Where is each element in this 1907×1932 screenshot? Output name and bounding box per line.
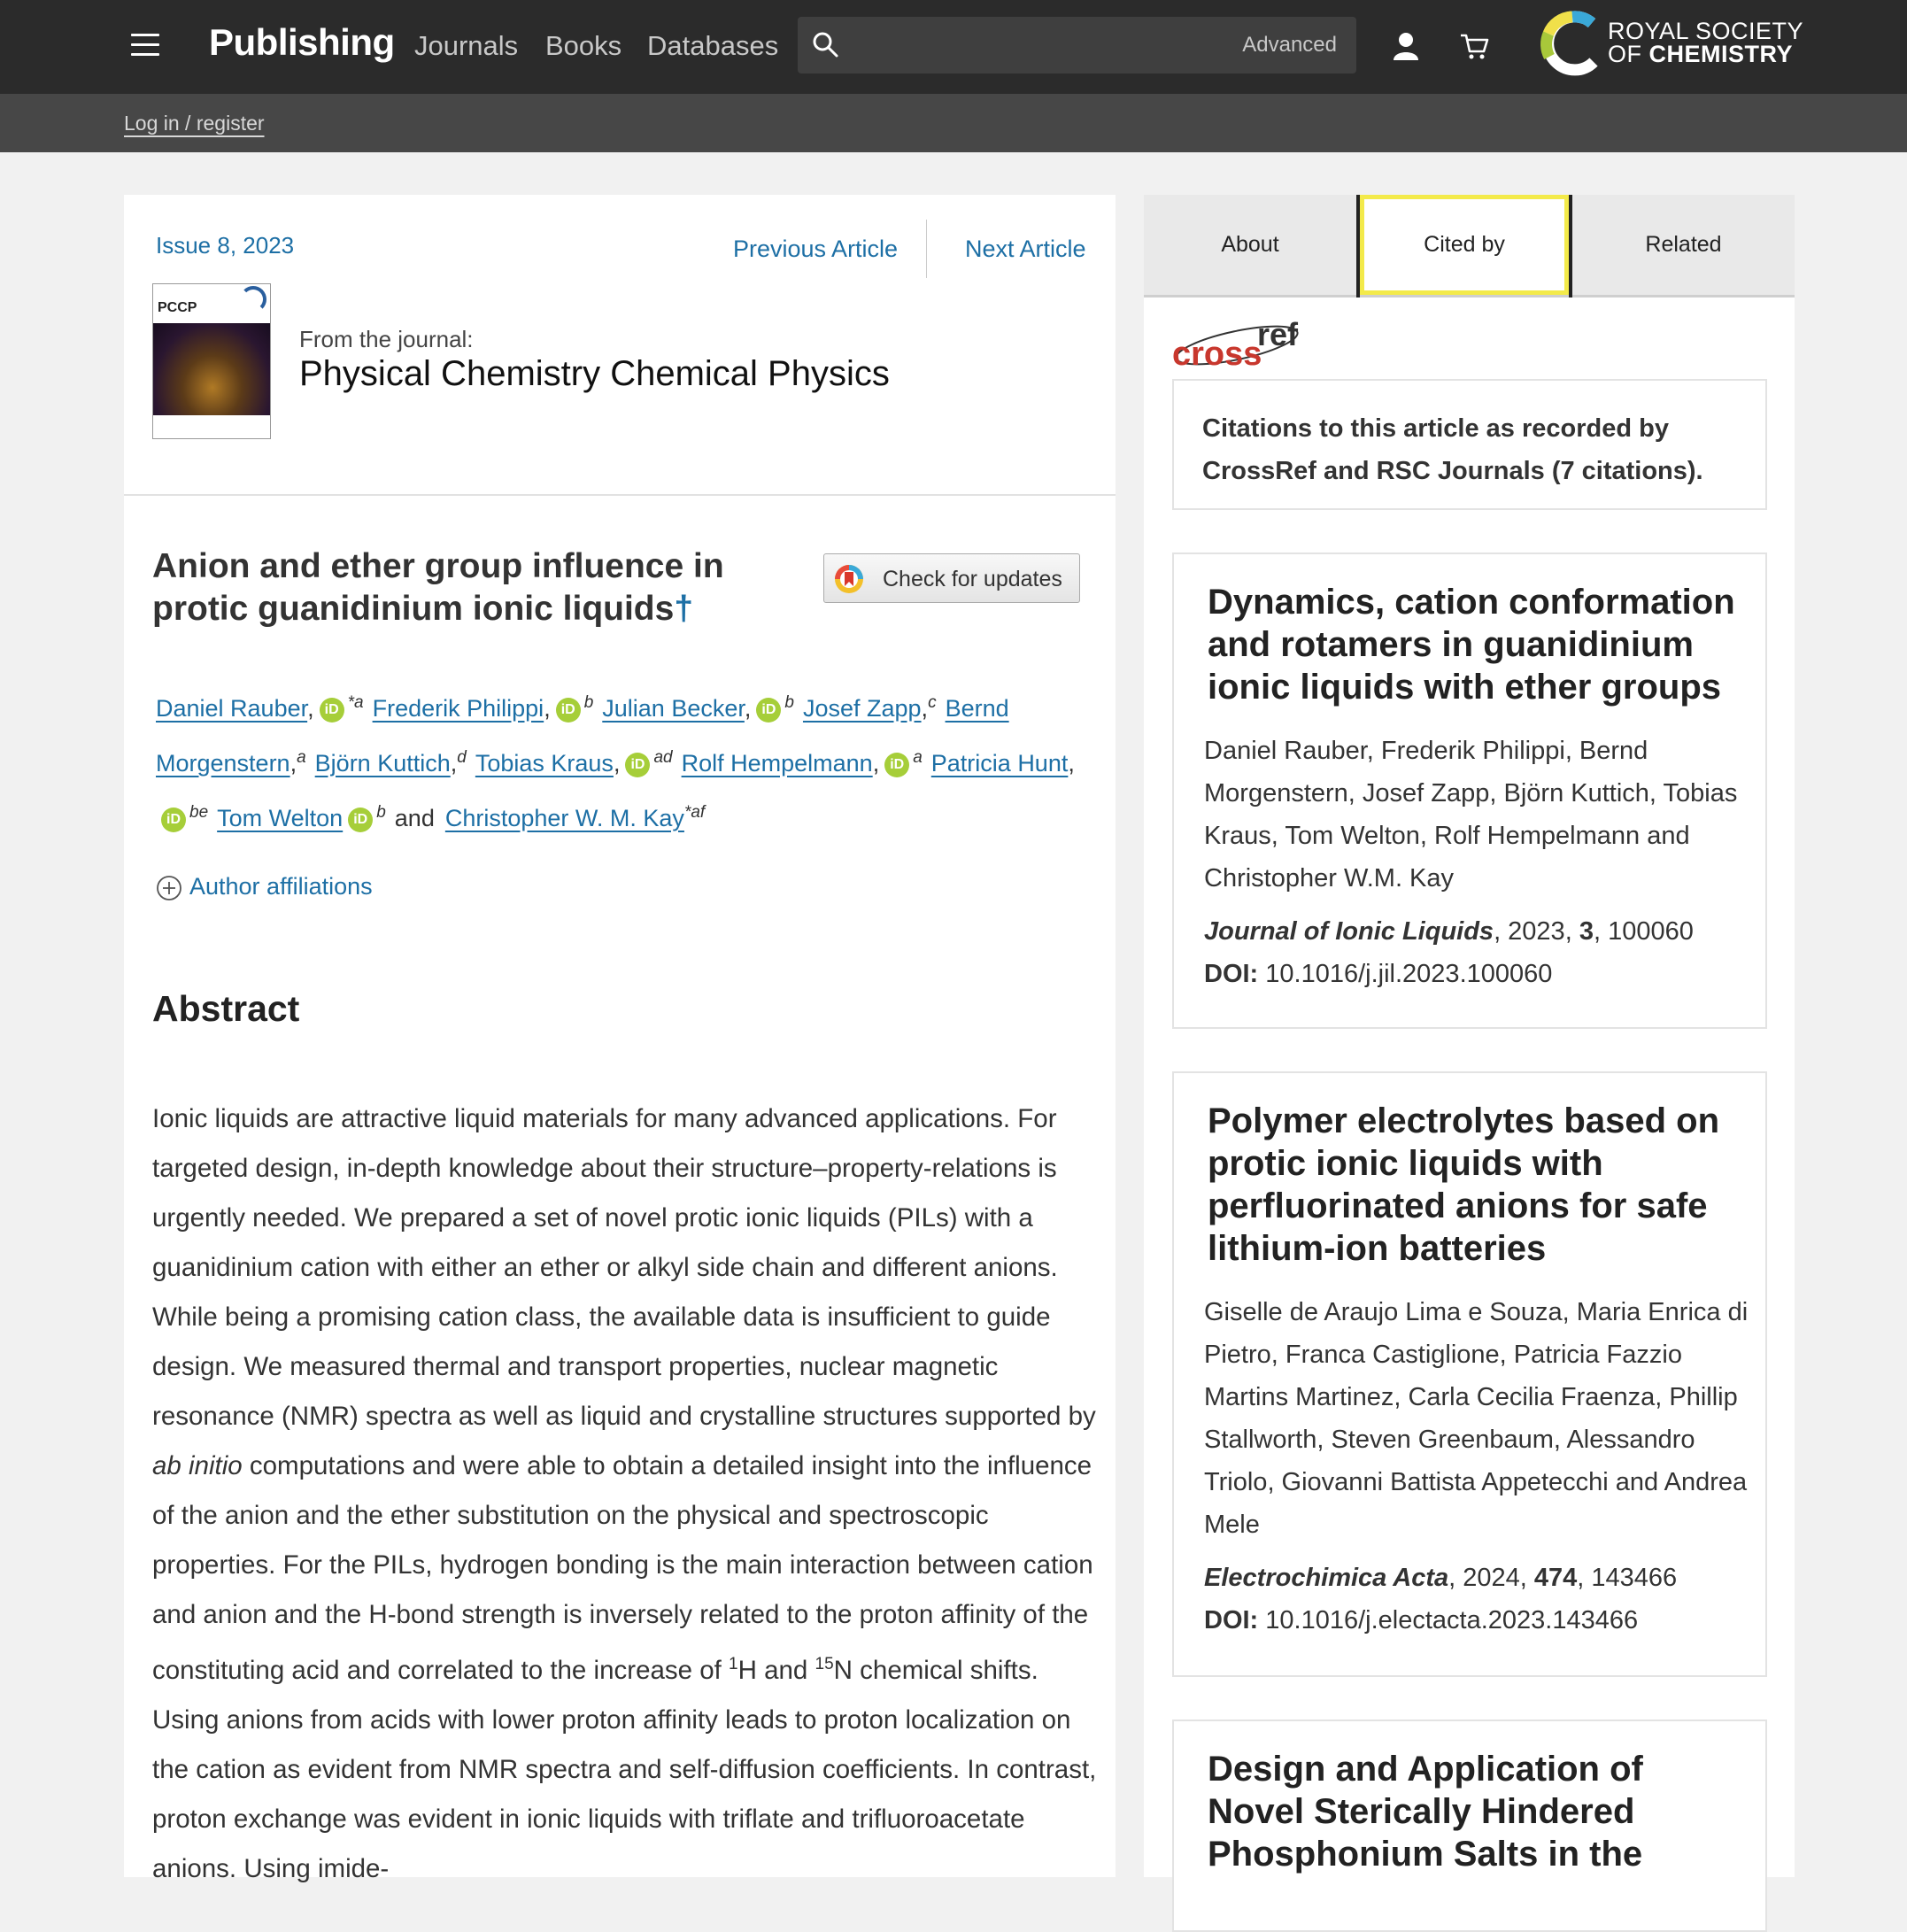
crossref-logo[interactable]	[1170, 315, 1330, 372]
author-affiliations-toggle[interactable]: Author affiliations	[156, 873, 373, 901]
citation-journal: Electrochimica Acta, 2024, 474, 143466 DOI: 10.1016/j.electacta.2023.143466	[1204, 1564, 1678, 1634]
article-title: Anion and ether group influence in protic guanidinium ionic liquids†	[152, 547, 724, 628]
nav-databases[interactable]: Databases	[647, 30, 779, 61]
sub-navigation-bar	[0, 94, 1907, 152]
author-link[interactable]: Björn Kuttich	[314, 750, 451, 777]
affiliation-superscript: b	[583, 693, 594, 712]
rsc-logo-text: ROYAL SOCIETY OF CHEMISTRY	[1608, 18, 1804, 67]
author-link[interactable]: Frederik Philippi	[372, 695, 544, 722]
affiliation-superscript: c	[928, 693, 937, 712]
tab-related[interactable]: Related	[1645, 232, 1722, 257]
svg-text:cross: cross	[1172, 336, 1262, 372]
citation-doi[interactable]: 10.1016/j.electacta.2023.143466	[1265, 1606, 1639, 1634]
citation-doi[interactable]: 10.1016/j.jil.2023.100060	[1265, 960, 1553, 988]
author-link[interactable]: Tom Welton	[217, 805, 344, 831]
journal-name[interactable]: Physical Chemistry Chemical Physics	[299, 354, 890, 393]
abstract-heading: Abstract	[152, 988, 300, 1029]
orcid-icon[interactable]: iD	[556, 698, 581, 723]
cart-icon[interactable]	[1459, 32, 1491, 60]
citation-journal: Journal of Ionic Liquids, 2023, 3, 100060 DOI: 10.1016/j.jil.2023.100060	[1204, 917, 1694, 988]
author-list: Daniel Rauber, iD $^{*a}$ Frederik Philippi, iD $^b$ Julian Becker, iD $^b$ Josef Zapp,$^c$ Bernd Morgenstern,$^a$ Björn Kuttich,$^d$ Tobias Kraus, iD $^{ad}$ Rolf Hempelmann, iD $^a$ Patricia Hunt,iD $^{be}$ Tom Welton iD $^b$ and Christopher W. M. Kay$^{*af}$	[156, 693, 1075, 831]
nav-books[interactable]: Books	[545, 30, 622, 61]
orcid-icon[interactable]: iD	[756, 698, 781, 723]
divider	[124, 494, 1116, 496]
citation-title[interactable]: Polymer electrolytes based on protic ionic liquids with perfluorinated anions for safe lithium-ion batteries	[1208, 1101, 1720, 1268]
login-register-link[interactable]: Log in / register	[124, 112, 265, 135]
divider	[926, 220, 927, 278]
menu-icon[interactable]	[131, 34, 159, 58]
issue-link[interactable]: Issue 8, 2023	[156, 232, 295, 259]
citation-card[interactable]	[1172, 1071, 1767, 1677]
citation-authors: Giselle de Araujo Lima e Souza, Maria Enrica di Pietro, Franca Castiglione, Patricia Fazzio Martins Martinez, Carla Cecilia Fraenza, Phillip Stallworth, Steven Greenbaum, Alessandro Triolo, Giovanni Battista Appetecchi and Andrea Mele	[1204, 1298, 1749, 1539]
rsc-logo-icon[interactable]	[1537, 7, 1608, 80]
citation-card[interactable]	[1172, 553, 1767, 1029]
orcid-icon[interactable]: iD	[161, 808, 186, 832]
orcid-icon[interactable]: iD	[320, 698, 344, 723]
abstract-text: Ionic liquids are attractive liquid materials for many advanced applications. For targeted design, in-depth knowledge about their structure–property-relations is urgently needed. We prepared a set of novel protic ionic liquids (PILs) with a guanidinium cation with either an ether or alkyl side chain and different anions. While being a promising cation class, the available data is insufficient to guide design. We measured thermal and transport properties, nuclear magnetic resonance (NMR) spectra as well as liquid and crystalline structures supported by ab initio computations and were able to obtain a detailed insight into the influence of the anion and the ether substitution on the physical and spectroscopic properties. For the PILs, hydrogen bonding is the main interaction between cation and anion and the H-bond strength is inversely related to the proton affinity of the constituting acid and correlated to the increase of $^1$H and $^{15}$N chemical shifts. Using anions from acids with lower proton affinity leads to proton localization on the cation as evident from NMR spectra and self-diffusion coefficients. In contrast, proton exchange was evident in ionic liquids with triflate and trifluoroacetate anions. Using imide-	[152, 1104, 1097, 1883]
tab-about[interactable]: About	[1221, 232, 1279, 257]
citation-authors: Daniel Rauber, Frederik Philippi, Bernd Morgenstern, Josef Zapp, Björn Kuttich, Tobias Kraus, Tom Welton, Rolf Hempelmann and Christopher W.M. Kay	[1204, 737, 1738, 893]
author-link[interactable]: Christopher W. M. Kay	[444, 805, 684, 831]
top-navigation-bar	[0, 0, 1907, 94]
affiliation-superscript: be	[189, 803, 209, 822]
affiliation-superscript: *a	[347, 693, 364, 712]
search-bar	[798, 17, 1356, 73]
citation-card[interactable]	[1172, 1719, 1767, 1932]
crossmark-icon	[833, 563, 865, 595]
check-for-updates-button[interactable]: Check for updates	[823, 553, 1080, 603]
advanced-search-link[interactable]: Advanced	[1242, 33, 1337, 57]
affiliation-superscript: ad	[653, 748, 673, 767]
cited-by-panel	[1144, 195, 1795, 1877]
affiliation-superscript: a	[297, 748, 306, 767]
brand-publishing[interactable]: Publishing	[209, 21, 395, 63]
author-link[interactable]: Tobias Kraus	[475, 750, 614, 777]
orcid-icon[interactable]: iD	[884, 753, 909, 777]
affiliation-superscript: *af	[683, 803, 706, 822]
sidebar-tabs	[1144, 195, 1795, 298]
tab-cited-by[interactable]: Cited by	[1360, 195, 1569, 295]
affiliation-superscript: a	[913, 748, 923, 767]
author-link[interactable]: Bernd Morgenstern	[156, 695, 1009, 777]
previous-article-link[interactable]: Previous Article	[733, 236, 899, 262]
citations-summary: Citations to this article as recorded by CrossRef and RSC Journals (7 citations).	[1172, 379, 1767, 510]
from-journal-label: From the journal:	[299, 326, 474, 352]
author-link[interactable]: Julian Becker	[602, 695, 745, 722]
author-link[interactable]: Daniel Rauber	[156, 695, 308, 722]
affiliation-superscript: d	[457, 748, 467, 767]
author-link[interactable]: Josef Zapp	[802, 695, 922, 722]
affiliation-superscript: b	[376, 803, 386, 822]
nav-journals[interactable]: Journals	[414, 30, 519, 61]
orcid-icon[interactable]: iD	[348, 808, 373, 832]
expand-plus-icon	[156, 875, 182, 901]
footnote-dagger-link[interactable]: †	[674, 590, 694, 628]
affiliation-superscript: b	[784, 693, 794, 712]
author-link[interactable]: Patricia Hunt	[930, 750, 1069, 777]
article-panel	[124, 195, 1116, 1883]
search-icon[interactable]	[810, 29, 842, 61]
author-link[interactable]: Rolf Hempelmann	[681, 750, 873, 777]
next-article-link[interactable]: Next Article	[965, 236, 1086, 262]
svg-text:ref: ref	[1257, 316, 1299, 352]
citation-title[interactable]: Design and Application of Novel Sterically Hindered Phosphonium Salts in the	[1208, 1750, 1643, 1874]
user-account-icon[interactable]	[1390, 30, 1422, 62]
journal-cover-image[interactable]: PCCP	[152, 283, 271, 439]
orcid-icon[interactable]: iD	[625, 753, 650, 777]
search-input[interactable]	[851, 26, 1187, 65]
citation-title[interactable]: Dynamics, cation conformation and rotamers in guanidinium ionic liquids with ether groups	[1208, 583, 1735, 707]
